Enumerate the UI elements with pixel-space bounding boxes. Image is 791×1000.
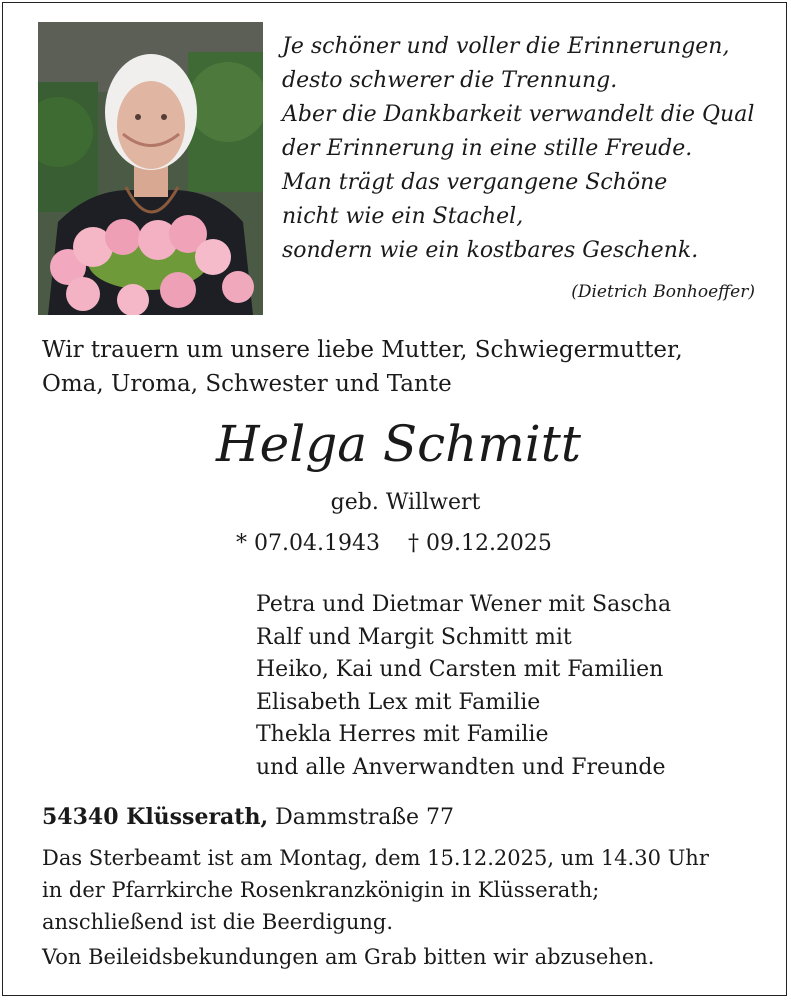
announcement-line: Oma, Uroma, Schwester und Tante (42, 371, 452, 397)
service-line: Das Sterbeamt ist am Montag, dem 15.12.2025, um 14.30 Uhr (42, 846, 709, 870)
quote-line: Man trägt das vergangene Schöne (282, 170, 668, 195)
quote-line: desto schwerer die Trennung. (282, 68, 618, 93)
quote-line: nicht wie ein Stachel, (282, 204, 524, 229)
family-address (42, 804, 454, 830)
portrait-photo (38, 22, 263, 315)
address-street: Dammstraße 77 (275, 805, 455, 830)
deceased-name: Helga Schmitt (216, 415, 581, 473)
birth-date: * 07.04.1943 (236, 531, 380, 556)
quote-author: (Dietrich Bonhoeffer) (571, 282, 755, 302)
funeral-service-info (42, 842, 709, 938)
mourner-line: Petra und Dietmar Wener mit Sascha (256, 592, 672, 617)
mourner-line: Elisabeth Lex mit Familie (256, 689, 541, 715)
mourner-line: und alle Anverwandten und Freunde (256, 754, 666, 780)
mourner-line: Thekla Herres mit Familie (256, 722, 549, 747)
address-city: 54340 Klüsserath, (42, 804, 269, 830)
service-line: anschließend ist die Beerdigung. (42, 910, 394, 934)
birth-name: geb. Willwert (330, 490, 481, 515)
closing-note: Von Beileidsbekundungen am Grab bitten wir abzusehen. (42, 945, 655, 969)
quote-line: Je schöner und voller die Erinnerungen, (282, 34, 730, 59)
quote-line: der Erinnerung in eine stille Freude. (282, 136, 693, 161)
mourner-line: Heiko, Kai und Carsten mit Familien (256, 657, 664, 682)
bonhoeffer-quote (282, 30, 772, 268)
service-line: in der Pfarrkirche Rosenkranzkönigin in Klüsserath; (42, 878, 600, 902)
announcement-line: Wir trauern um unsere liebe Mutter, Schwiegermutter, (42, 337, 683, 363)
quote-line: sondern wie ein kostbares Geschenk. (282, 238, 699, 263)
mourners-list (256, 589, 671, 784)
mourner-line: Ralf und Margit Schmitt mit (256, 624, 572, 650)
life-dates (236, 531, 552, 556)
death-date: † 09.12.2025 (407, 531, 552, 556)
quote-line: Aber die Dankbarkeit verwandelt die Qual (282, 102, 755, 127)
mourning-announcement (42, 333, 683, 401)
